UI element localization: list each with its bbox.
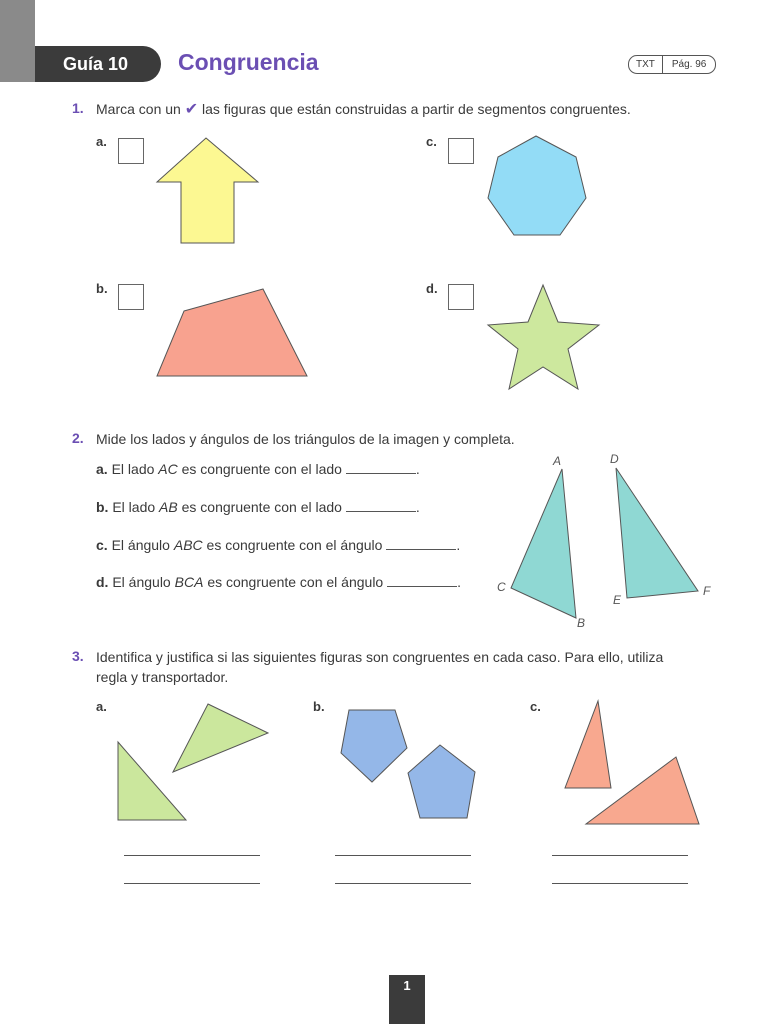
q2-item-d-term: BCA xyxy=(174,574,204,590)
txt-label: TXT xyxy=(636,59,655,70)
q2-item-b-term: AB xyxy=(159,499,178,515)
vertex-label-d: D xyxy=(610,452,619,466)
vertex-label-c: C xyxy=(497,580,506,594)
q2-item-b-pre: El lado xyxy=(112,499,156,515)
q2-letter-a: a. xyxy=(96,461,108,477)
vertex-label-a: A xyxy=(553,454,562,468)
q1-letter-b: b. xyxy=(96,281,108,296)
q1-text-after: las figuras que están construidas a partir de segmentos congruentes. xyxy=(202,101,631,117)
q1-letter-d: d. xyxy=(426,281,438,296)
q2-text: Mide los lados y ángulos de los triángulos de la imagen y completa. xyxy=(96,431,515,447)
q3-letter-a: a. xyxy=(96,699,107,714)
q3-text-line2: regla y transportador. xyxy=(96,669,229,685)
q2-item-a-end: . xyxy=(415,461,420,477)
q3-text-line1: Identifica y justifica si las siguientes figuras son congruentes en cada caso. Para ello, utiliza xyxy=(96,649,664,665)
q2-item-b-post: es congruente con el lado xyxy=(181,499,342,515)
q2-item-b-end: . xyxy=(415,499,420,515)
q3-b-pentagon-2 xyxy=(408,745,475,818)
q3-b-pentagon-1 xyxy=(341,710,407,782)
vertex-label-e: E xyxy=(613,593,622,607)
page-reference: Pág. 96 xyxy=(662,56,715,73)
q2-letter-c: c. xyxy=(96,537,108,553)
q3-a-answer-line-2[interactable] xyxy=(124,883,260,884)
q2-item-d-post: es congruente con el ángulo xyxy=(207,574,384,590)
guide-badge: Guía 10 xyxy=(35,46,161,82)
q3-c-answer-line-2[interactable] xyxy=(552,883,688,884)
q2-number: 2. xyxy=(72,430,84,446)
q3-a-triangle-2 xyxy=(118,742,186,820)
q3-b-answer-line-1[interactable] xyxy=(335,855,471,856)
q2-item-a-term: AC xyxy=(158,461,178,477)
q1-letter-c: c. xyxy=(426,134,437,149)
q3-a-answer-line-1[interactable] xyxy=(124,855,260,856)
q2-item-a-pre: El lado xyxy=(111,461,155,477)
q1-number: 1. xyxy=(72,100,84,116)
q3-number: 3. xyxy=(72,648,84,664)
q2-item-c-term: ABC xyxy=(173,537,203,553)
vertex-label-f: F xyxy=(703,584,711,598)
q2-item-c-end: . xyxy=(456,537,461,553)
page-number: 1 xyxy=(389,975,425,1024)
q1-letter-a: a. xyxy=(96,134,107,149)
check-icon: ✔ xyxy=(184,101,199,118)
q3-letter-b: b. xyxy=(313,699,325,714)
vertex-label-b: B xyxy=(577,616,586,630)
page-title: Congruencia xyxy=(178,49,319,75)
q3-b-answer-line-2[interactable] xyxy=(335,883,471,884)
q2-item-c-pre: El ángulo xyxy=(111,537,170,553)
q2-item-a-post: es congruente con el lado xyxy=(181,461,342,477)
q1-text-before: Marca con un xyxy=(96,101,181,117)
q2-item-d-end: . xyxy=(457,574,462,590)
q3-a-triangle-1 xyxy=(173,704,268,772)
q3-c-triangle-1 xyxy=(565,701,611,788)
q2-letter-d: d. xyxy=(96,574,109,590)
q2-item-c-post: es congruente con el ángulo xyxy=(206,537,383,553)
q3-c-answer-line-1[interactable] xyxy=(552,855,688,856)
q3-letter-c: c. xyxy=(530,699,541,714)
q2-letter-b: b. xyxy=(96,499,109,515)
q2-item-d-pre: El ángulo xyxy=(112,574,171,590)
